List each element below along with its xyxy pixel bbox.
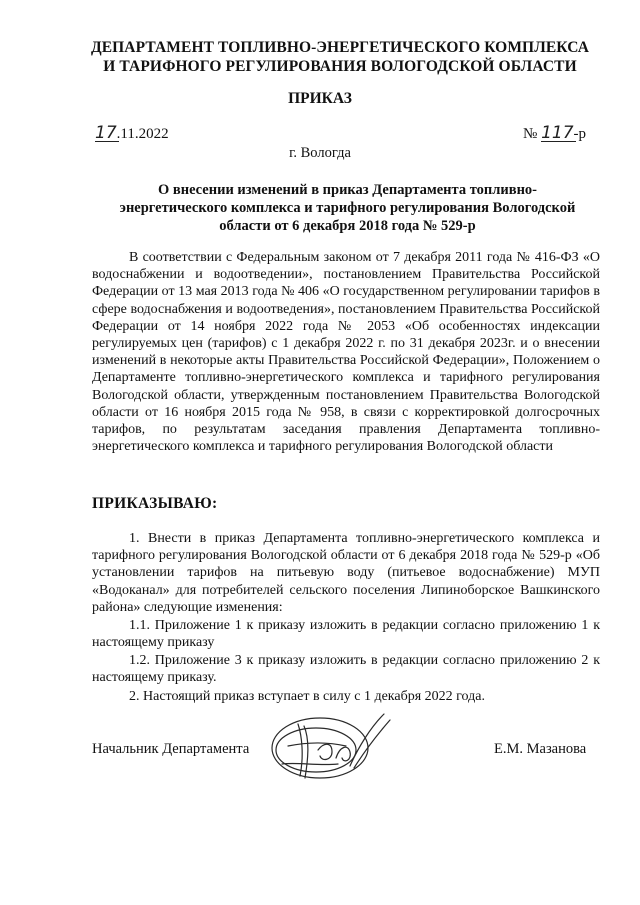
department-header xyxy=(80,38,600,76)
order-subject xyxy=(95,181,600,235)
subject-line2: энергетического комплекса и тарифного регулирования Вологодской xyxy=(119,200,576,216)
number-suffix: -р xyxy=(573,126,587,142)
date-handwritten: 17 xyxy=(95,123,117,143)
handwritten-signature xyxy=(258,706,408,792)
number-prefix: № xyxy=(523,126,538,142)
order-item-1-1: 1.1. Приложение 1 к приказу изложить в редакции согласно приложению 1 к настоящему приказу xyxy=(92,618,600,651)
signatory-name: Е.М. Мазанова xyxy=(494,741,587,757)
city: г. Вологда xyxy=(289,145,351,161)
signatory-title: Начальник Департамента xyxy=(92,741,250,757)
document-type: ПРИКАЗ xyxy=(288,90,352,107)
number-handwritten: 117 xyxy=(541,123,574,143)
department-header-line2: И ТАРИФНОГО РЕГУЛИРОВАНИЯ ВОЛОГОДСКОЙ ОБЛАСТИ xyxy=(103,58,577,75)
department-header-line1: ДЕПАРТАМЕНТ ТОПЛИВНО-ЭНЕРГЕТИЧЕСКОГО КОМПЛЕКСА xyxy=(90,39,590,56)
order-item-2: 2. Настоящий приказ вступает в силу с 1 декабря 2022 года. xyxy=(129,689,485,704)
preamble-paragraph: В соответствии с Федеральным законом от 7 декабря 2011 года № 416-ФЗ «О водоснабжении и водоотведении», постановлением Правительства Российской Федерации от 13 мая 2013 года № 406 «О государственном регулировании тарифов в сфере водоснабжения и водоотведения», постановлением Правительства Российской Федерации от 14 ноября 2022 года № 2053 «Об особенностях индексации регулируемых цен (тарифов) с 1 декабря 2022 г. по 31 декабря 2023г. и о внесении изменений в некоторые акты Правительства Российской Федерации», Положением о Департаменте топливно-энергетического комплекса и тарифного регулирования Вологодской области, утвержденным постановлением Правительства Вологодской области от 16 ноября 2015 года № 958, в связи с корректировкой долгосрочных тарифов, по результатам заседания правления Департамента топливно-энергетического комплекса и тарифного регулирования Вологодской области xyxy=(92,250,600,455)
date-rest: .11.2022 xyxy=(116,126,169,142)
subject-line3: области от 6 декабря 2018 года № 529-р xyxy=(219,218,476,234)
order-item-1: 1. Внести в приказ Департамента топливно-энергетического комплекса и тарифного регулирования Вологодской области от 6 декабря 2018 года № 529-р «Об установлении тарифов на питьевую воду (питьевое водоснабжение) МУП «Водоканал» для потребителей сельского поселения Липиноборское Вашкинского района» следующие изменения: xyxy=(92,531,600,615)
order-date xyxy=(95,123,169,143)
order-word: ПРИКАЗЫВАЮ: xyxy=(92,495,218,512)
subject-line1: О внесении изменений в приказ Департамента топливно- xyxy=(157,182,538,198)
order-item-1-2: 1.2. Приложение 3 к приказу изложить в редакции согласно приложению 2 к настоящему приказу. xyxy=(92,653,600,686)
order-number xyxy=(523,123,586,143)
